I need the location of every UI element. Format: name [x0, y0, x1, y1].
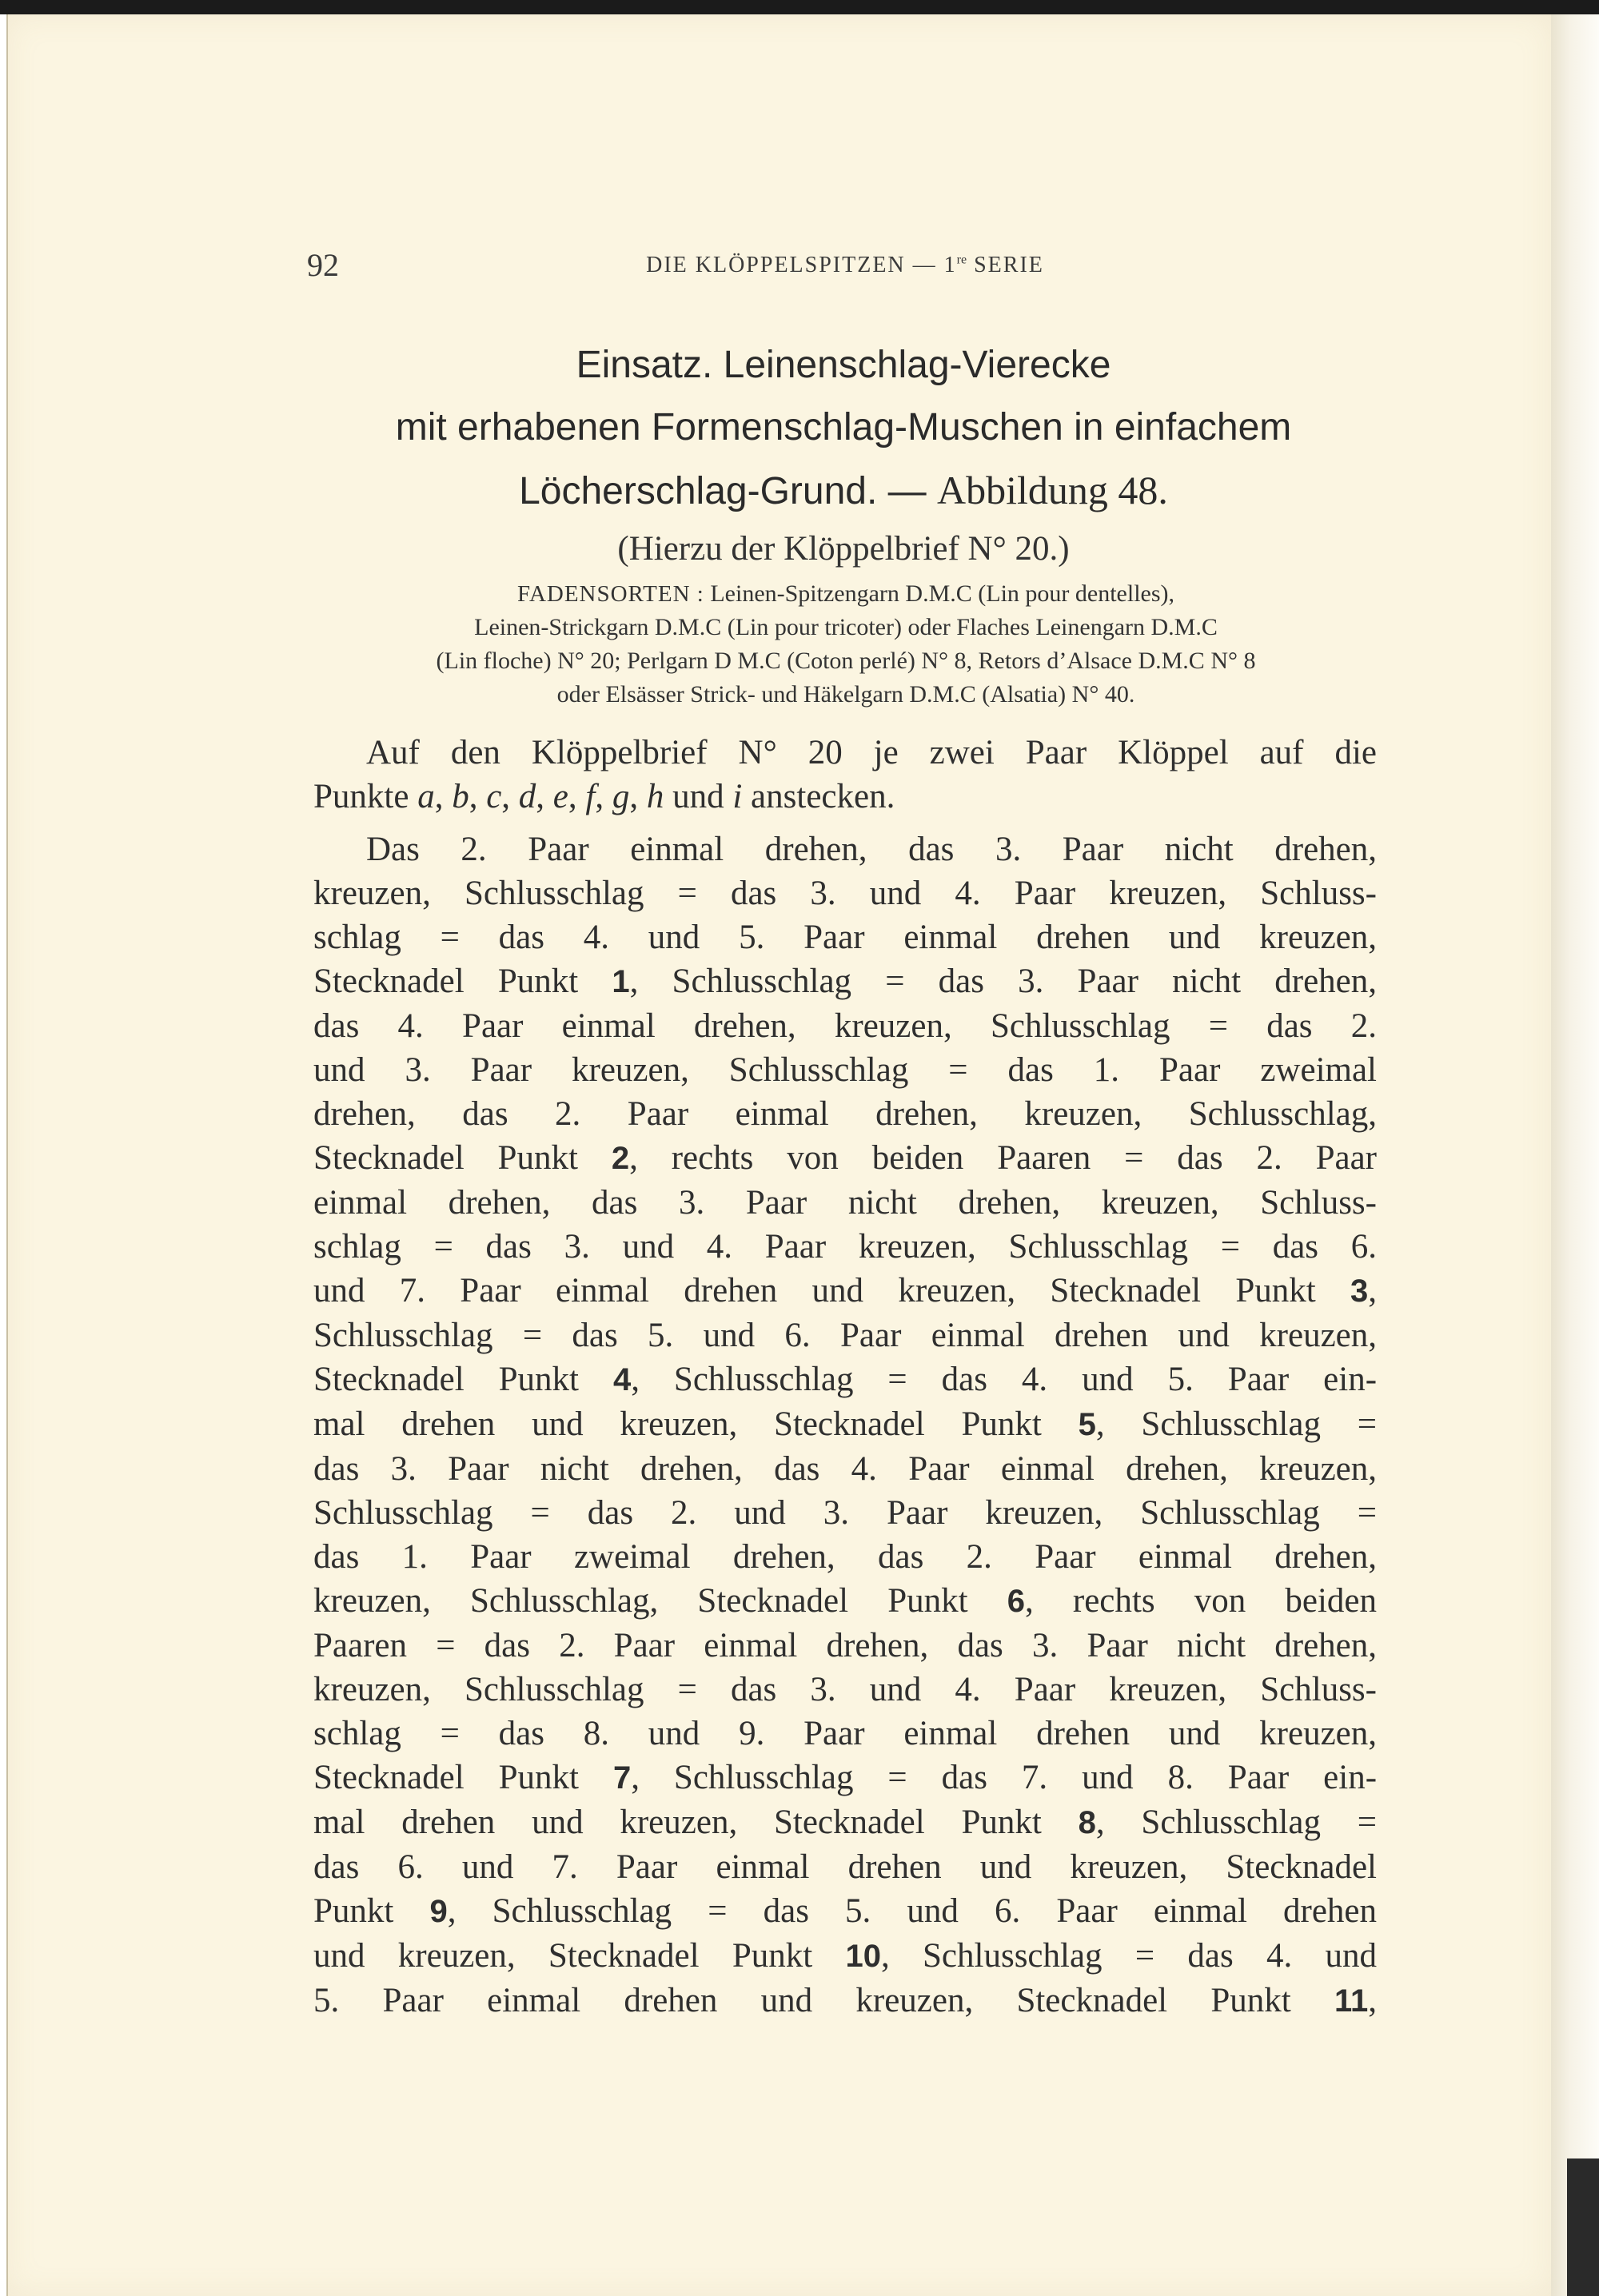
point-label: c	[486, 778, 502, 815]
text-line: das 1. Paar zweimal drehen, das 2. Paar einmal drehen,	[313, 1538, 1377, 1576]
text-fragment: , Schlusschlag = das 4. und	[880, 1937, 1378, 1975]
text-line	[313, 1579, 1377, 1624]
text-line: schlag = das 3. und 4. Paar kreuzen, Schlusschlag = das 6.	[313, 1228, 1377, 1266]
point-label: b	[452, 778, 469, 815]
pin-number: 11	[1334, 1983, 1369, 2019]
pin-number: 10	[845, 1939, 881, 1974]
text-line	[313, 1756, 1377, 1800]
running-head	[307, 246, 1383, 286]
text-fragment: Stecknadel Punkt	[313, 963, 579, 1000]
text-line: schlag = das 4. und 5. Paar einmal drehen und kreuzen,	[313, 919, 1377, 956]
text-line	[313, 1269, 1377, 1313]
text-line: schlag = das 8. und 9. Paar einmal drehen und kreuzen,	[313, 1715, 1377, 1752]
heading-line-2: mit erhabenen Formenschlag-Muschen in einfachem	[395, 406, 1292, 448]
text-line: das 6. und 7. Paar einmal drehen und kreuzen, Stecknadel	[313, 1848, 1377, 1886]
text-fragment: Stecknadel Punkt	[313, 1361, 579, 1398]
threads-line-2: Leinen-Strickgarn D.M.C (Lin pour tricoter) oder Flaches Leinengarn D.M.C	[474, 614, 1218, 640]
text-line: kreuzen, Schlusschlag = das 3. und 4. Paar kreuzen, Schluss-	[313, 1671, 1377, 1708]
text-line: Schlusschlag = das 2. und 3. Paar kreuzen, Schlusschlag =	[313, 1494, 1377, 1532]
text-fragment: ,	[1368, 1982, 1377, 2019]
point-label: i	[732, 778, 743, 815]
pin-number: 8	[1078, 1805, 1096, 1840]
text-fragment: ,	[1368, 1272, 1377, 1309]
text-fragment: und 7. Paar einmal drehen und kreuzen, Stecknadel Punkt	[313, 1272, 1316, 1309]
point-label: g	[612, 778, 630, 815]
text-fragment: Stecknadel Punkt	[313, 1139, 578, 1177]
text-line	[313, 1357, 1377, 1402]
threads-line-1	[309, 577, 1383, 611]
text-line: Paaren = das 2. Paar einmal drehen, das 3. Paar nicht drehen,	[313, 1627, 1377, 1664]
scan-corner	[1567, 2158, 1599, 2296]
text-line: das 3. Paar nicht drehen, das 4. Paar einmal drehen, kreuzen,	[313, 1450, 1377, 1488]
page-number: 92	[307, 247, 339, 283]
heading-line-1: Einsatz. Leinenschlag-Vierecke	[576, 344, 1111, 386]
pin-number: 4	[612, 1362, 632, 1397]
heading-line-3-a: Löcherschlag-Grund. —	[519, 470, 927, 512]
point-label: d	[518, 778, 536, 815]
text-line	[313, 1402, 1377, 1447]
text-fragment: mal drehen und kreuzen, Stecknadel Punkt	[313, 1804, 1042, 1841]
text-fragment: , Schlusschlag = das 4. und 5. Paar ein-	[631, 1361, 1378, 1398]
text-fragment: kreuzen, Schlusschlag, Stecknadel Punkt	[313, 1582, 968, 1620]
pin-number: 3	[1350, 1274, 1369, 1309]
text-line	[313, 1934, 1377, 1979]
text-fragment: , rechts von beiden	[1025, 1582, 1378, 1620]
pin-number: 5	[1078, 1407, 1096, 1442]
page-right-edge	[1551, 14, 1599, 2296]
point-label: h	[646, 778, 664, 815]
text-line: Das 2. Paar einmal drehen, das 3. Paar nicht drehen,	[366, 831, 1377, 868]
heading-line-3	[304, 459, 1383, 523]
text-fragment: Stecknadel Punkt	[313, 1759, 579, 1796]
text-line: das 4. Paar einmal drehen, kreuzen, Schlusschlag = das 2.	[313, 1007, 1377, 1045]
intro-text: anstecken.	[751, 778, 895, 815]
text-fragment: , rechts von beiden Paaren = das 2. Paar	[629, 1139, 1378, 1177]
text-line: drehen, das 2. Paar einmal drehen, kreuzen, Schlusschlag,	[313, 1095, 1377, 1133]
scan-top-border	[0, 0, 1599, 14]
text-fragment: , Schlusschlag =	[1095, 1405, 1378, 1443]
intro-line-1: Auf den Klöppelbrief N° 20 je zwei Paar Klöppel auf die	[366, 734, 1377, 771]
text-line	[313, 959, 1377, 1004]
intro-text: Punkte	[313, 778, 409, 815]
text-fragment: mal drehen und kreuzen, Stecknadel Punkt	[313, 1405, 1042, 1443]
text-line	[313, 1889, 1377, 1934]
pin-number: 2	[611, 1141, 630, 1176]
threads-line-4: oder Elsässer Strick- und Häkelgarn D.M.C (Alsatia) N° 40.	[556, 681, 1135, 708]
page-left-edge	[6, 14, 8, 2296]
text-line: und 3. Paar kreuzen, Schlusschlag = das 1. Paar zweimal	[313, 1051, 1377, 1089]
threads-line-3: (Lin floche) N° 20; Perlgarn D M.C (Coton perlé) N° 8, Retors d’Alsace D.M.C N° 8	[436, 648, 1256, 674]
text-line: kreuzen, Schlusschlag = das 3. und 4. Paar kreuzen, Schluss-	[313, 875, 1377, 912]
text-line: Schlusschlag = das 5. und 6. Paar einmal drehen und kreuzen,	[313, 1317, 1377, 1354]
text-fragment: und kreuzen, Stecknadel Punkt	[313, 1937, 813, 1975]
threads-text-1: Leinen-Spitzengarn D.M.C (Lin pour dentelles),	[710, 580, 1175, 607]
text-line	[313, 1800, 1377, 1845]
point-label: a	[417, 778, 435, 815]
text-fragment: Punkt	[313, 1892, 394, 1930]
running-head-sup: re	[956, 253, 967, 267]
threads-label: FADENSORTEN :	[516, 581, 704, 607]
thread-materials	[309, 577, 1383, 712]
pin-number: 1	[612, 964, 630, 999]
running-head-title	[307, 253, 1383, 278]
pin-number: 7	[612, 1760, 632, 1796]
point-label: e	[552, 778, 568, 815]
text-fragment: , Schlusschlag = das 5. und 6. Paar einmal drehen	[447, 1892, 1378, 1930]
point-label: f	[585, 778, 596, 815]
running-head-text: DIE KLÖPPELSPITZEN — 1	[646, 253, 957, 277]
pin-number: 9	[429, 1894, 448, 1929]
text-line	[313, 1979, 1377, 2023]
heading-subtitle: (Hierzu der Klöppelbrief N° 20.)	[617, 530, 1070, 568]
figure-reference: Abbildung 48.	[937, 468, 1168, 512]
pin-number: 6	[1007, 1584, 1025, 1619]
section-heading	[304, 334, 1383, 576]
instructions-body	[313, 731, 1377, 2023]
text-fragment: , Schlusschlag = das 3. Paar nicht drehen,	[629, 963, 1378, 1000]
paragraph-gap	[313, 819, 1377, 827]
running-head-text-end: SERIE	[967, 253, 1044, 277]
intro-line-2: Punkte a, b, c, d, e, f, g, h und i anstecken.	[313, 778, 895, 815]
text-fragment: , Schlusschlag =	[1095, 1804, 1378, 1841]
intro-text: und	[672, 778, 724, 815]
text-fragment: , Schlusschlag = das 7. und 8. Paar ein-	[631, 1759, 1378, 1796]
text-line	[313, 1136, 1377, 1181]
text-line: einmal drehen, das 3. Paar nicht drehen, kreuzen, Schluss-	[313, 1184, 1377, 1222]
text-fragment: 5. Paar einmal drehen und kreuzen, Stecknadel Punkt	[313, 1982, 1291, 2019]
